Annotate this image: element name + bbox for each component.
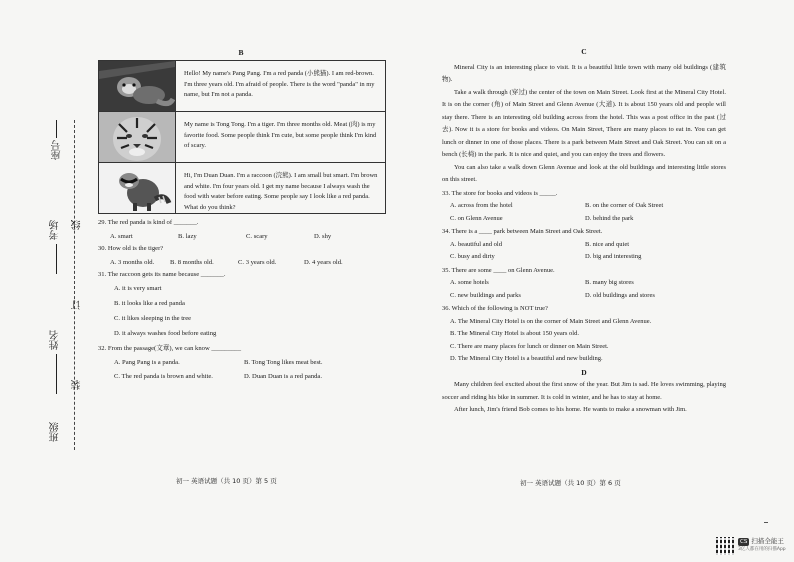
option-c[interactable]: C. busy and dirty [450, 253, 495, 260]
option-d[interactable]: D. 4 years old. [304, 259, 343, 266]
option-b[interactable]: B. nice and quiet [585, 240, 630, 248]
question-options [442, 200, 726, 225]
animal-text: Hi, I'm Duan Duan. I'm a raccoon (浣熊). I am small but smart. I'm brown and white. I'm four years old. I get my name because I always wash the food with water before eating. Some people say I look like a red panda. What do you think? [184, 172, 378, 211]
question-options [442, 277, 726, 302]
question-options [98, 232, 384, 241]
question-33 [442, 188, 726, 226]
class-label: 班级 [50, 422, 61, 442]
option-b[interactable]: B. many big stores [585, 279, 634, 286]
option-a[interactable]: A. beautiful and old [450, 240, 502, 248]
question-35 [442, 265, 726, 303]
option-c[interactable]: C. 3 years old. [238, 259, 277, 266]
scanner-tagline: 3亿人都在用的扫描App [738, 547, 786, 552]
name-label: 姓名 [50, 330, 61, 350]
animal-text: Hello! My name's Pang Pang. I'm a red panda (小熊猫). I am red-brown. I'm three years old. I'm afraid of people. There is the word "panda" in my name, but I'm not a panda. [184, 70, 375, 98]
question-stem: 35. There are some ____ on Glenn Avenue. [442, 266, 555, 274]
question-stem: 29. The red panda is kind of _______. [98, 219, 199, 226]
binding-margin [30, 120, 90, 480]
option-d[interactable]: D. The Mineral City Hotel is a beautiful and new building. [450, 355, 603, 362]
option-c[interactable]: C. There are many places for lunch or dinner on Main Street. [450, 342, 609, 350]
scan-mark [764, 522, 768, 523]
question-36 [442, 303, 726, 366]
option-a[interactable]: A. across from the hotel [450, 202, 513, 209]
option-d[interactable]: D. behind the park [585, 214, 634, 222]
qr-code-icon [716, 537, 734, 555]
question-34 [442, 226, 726, 264]
option-a[interactable]: A. 3 months old. [110, 259, 155, 266]
option-c[interactable]: C. it likes sleeping in the tree [114, 315, 192, 322]
seat-number-line [56, 120, 57, 138]
question-stem: 33. The store for books and videos is _____. [442, 189, 558, 197]
red-panda-image [99, 61, 176, 111]
option-d[interactable]: D. it always washes food before eating [114, 330, 217, 337]
option-d[interactable]: D. old buildings and stores [585, 291, 655, 299]
binding-dashed-line [74, 120, 76, 450]
question-stem: 32. From the passage(文章), we can know _________ [98, 345, 242, 352]
question-options-row-2 [98, 372, 384, 381]
question-32 [98, 344, 384, 381]
left-page-footer: 初一 英语试题（共 10 页）第 5 页 [176, 477, 277, 485]
tiger-image [99, 112, 176, 162]
option-b[interactable]: B. lazy [178, 233, 197, 240]
passage-c-paragraph: Mineral City is an interesting place to visit. It is a beautiful little town with many old buildings (建筑物). [442, 63, 726, 83]
option-c[interactable]: C. scary [246, 233, 268, 240]
option-d[interactable]: D. shy [314, 233, 332, 240]
seal-char-3: 装 [72, 380, 83, 390]
question-options-row-1 [98, 358, 384, 367]
animal-row [99, 163, 385, 213]
option-b[interactable]: B. it looks like a red panda [114, 300, 185, 307]
question-options [98, 258, 384, 267]
passage-d-paragraph: After lunch, Jim's friend Bob comes to his home. He wants to make a snowman with Jim. [454, 406, 687, 413]
question-stem: 36. Which of the following is NOT true? [442, 305, 548, 312]
animal-table [98, 60, 386, 214]
question-30 [98, 244, 384, 267]
section-b-title: B [238, 48, 244, 57]
option-c[interactable]: C. on Glenn Avenue [450, 214, 503, 222]
camscanner-logo-icon: CS [740, 539, 748, 545]
question-31 [98, 270, 384, 338]
animal-row [99, 112, 385, 163]
option-b[interactable]: B. Tong Tong likes meat best. [244, 359, 323, 366]
scanner-watermark [738, 537, 786, 554]
option-b[interactable]: B. on the corner of Oak Street [585, 202, 664, 209]
question-stem: 31. The raccoon gets its name because _______. [98, 271, 226, 278]
right-page-footer: 初一 英语试题（共 10 页）第 6 页 [520, 479, 621, 487]
seat-number-label: 座号 [52, 140, 63, 160]
passage-c-paragraph: Take a walk through (穿过) the center of the town on Main Street. Look first at the Mineral City Hotel. It is on the corner (角) of Main Street and Glenn Avenue (大道). It is about 150 years old and people will stay there. There is an interesting old building across from the hotel. This was a post office in the past (过去). Now it is a store for books and videos. On Main Street, There are many places to eat in. You can get lunch or dinner in one of those places. There is a park between Main Street and Oak Street. You can sit on a bench (长椅) in the park. It is nice and quiet, and you can enjoy the trees and flowers. [442, 88, 726, 158]
passage-c-paragraph: You can also take a walk down Glenn Avenue and look at the old buildings and interesting little stores on this street. [442, 163, 726, 183]
option-a[interactable]: A. smart [110, 233, 133, 240]
seal-char-1: 线 [72, 220, 83, 230]
question-stem: 30. How old is the tiger? [98, 245, 164, 252]
option-a[interactable]: A. Pang Pang is a panda. [114, 359, 180, 366]
question-options [98, 284, 384, 338]
option-d[interactable]: D. big and interesting [585, 253, 642, 260]
animal-text: My name is Tong Tong. I'm a tiger. I'm three months old. Meat (肉) is my favorite food. Some people think I'm cute, but some people think I'm kind of scary. [184, 121, 377, 149]
option-c[interactable]: C. new buildings and parks [450, 291, 521, 299]
animal-row [99, 61, 385, 112]
seal-char-2: 订 [72, 300, 83, 310]
exam-room-line [56, 244, 57, 274]
question-29 [98, 218, 384, 241]
option-b[interactable]: B. 8 months old. [170, 259, 214, 266]
option-a[interactable]: A. it is very smart [114, 285, 162, 292]
option-b[interactable]: B. The Mineral City Hotel is about 150 years old. [450, 330, 579, 337]
passage-d-paragraph: Many children feel excited about the first snow of the year. But Jim is sad. He loves swimming, playing soccer and riding his bike in summer. It is cold in winter, and he has to stay at home. [442, 381, 726, 401]
left-page [98, 48, 384, 488]
question-options [442, 316, 726, 366]
option-a[interactable]: A. The Mineral City Hotel is on the corner of Main Street and Glenn Avenue. [450, 317, 652, 325]
section-d-title: D [581, 367, 587, 377]
section-c-title: C [581, 47, 587, 56]
raccoon-image [99, 163, 176, 213]
question-options [442, 239, 726, 264]
exam-room-label: 考场 [50, 220, 61, 240]
option-a[interactable]: A. some hotels [450, 279, 489, 286]
question-stem: 34. There is a ____ park between Main Street and Oak Street. [442, 228, 603, 235]
option-c[interactable]: C. The red panda is brown and white. [114, 373, 213, 380]
name-line [56, 354, 57, 394]
right-page [442, 46, 726, 476]
scanner-app-name: 扫描全能王 [751, 537, 784, 545]
option-d[interactable]: D. Duan Duan is a red panda. [244, 373, 323, 380]
